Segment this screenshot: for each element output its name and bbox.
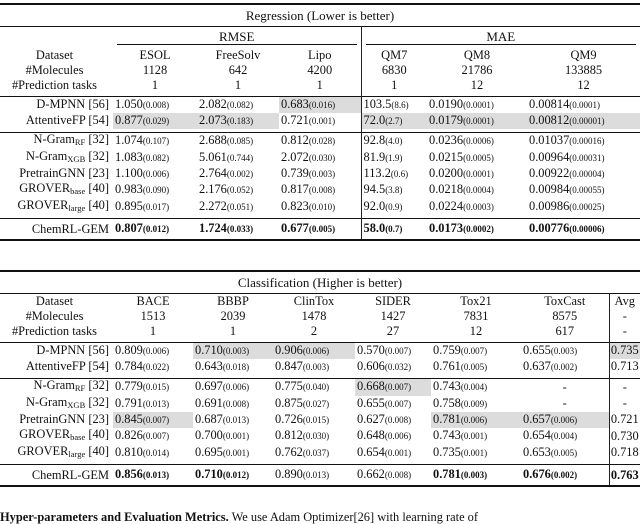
table-row: D-MPNN [56] 1.050(0.008) 2.082(0.082) 0.683(0.016) 103.5(8.6) 0.0190(0.0001) 0.00814(0.0001) — [0, 97, 640, 114]
table-row: N-Gram$_{XGB}$ [32] 0.791(0.013) 0.691(0.008) 0.875(0.027) 0.655(0.007) 0.758(0.009) - - — [0, 396, 640, 413]
dataset-lipo: Lipo — [279, 48, 361, 63]
dataset-bbbp: BBBP — [193, 294, 273, 310]
molecules-label: #Molecules — [25, 309, 84, 323]
mae-group-label: MAE — [366, 30, 637, 45]
molecules-count: 6830 — [381, 63, 407, 77]
tasks-label: #Prediction tasks — [11, 324, 97, 338]
molecules-label: #Molecules — [25, 63, 84, 77]
tasks-count: 12 — [577, 78, 590, 92]
dataset-sider: SIDER — [355, 294, 431, 310]
tasks-label: #Prediction tasks — [11, 78, 97, 92]
model-name: ChemRL-GEM — [0, 465, 113, 487]
dataset-esol: ESOL — [139, 48, 171, 62]
dataset-qm8: QM8 — [463, 48, 491, 62]
model-name: D-MPNN [56] — [0, 343, 113, 360]
table-row: $GROVER_{large}$ [40] 0.810(0.014) 0.695(0.001) 0.762(0.037) 0.654(0.001) 0.735(0.001) 0.653(0.005) 0.718 — [0, 445, 640, 462]
model-name: $GROVER_{large}$ [40] — [17, 444, 109, 459]
model-name: $GROVER_{base}$ [40] — [19, 428, 109, 443]
table-row: AttentiveFP [54] 0.877(0.029) 2.073(0.183) 0.721(0.001) 72.0(2.7) 0.0179(0.0001) 0.00812(0.00001) — [0, 113, 640, 129]
model-name: ChemRL-GEM — [0, 219, 113, 241]
dataset-qm9: QM9 — [570, 48, 597, 62]
dataset-tox21: Tox21 — [431, 294, 521, 310]
dataset-label: Dataset — [35, 48, 74, 62]
classification-caption: Classification (Higher is better) — [0, 271, 640, 294]
model-name: AttentiveFP [54] — [25, 113, 109, 128]
table-row: AttentiveFP [54] 0.784(0.022) 0.643(0.018) 0.847(0.003) 0.606(0.032) 0.761(0.005) 0.637(0.002) 0.713 — [0, 359, 640, 375]
molecules-count: 1128 — [142, 63, 168, 77]
footer-text: We use Adam Optimizer[26] with learning rate of — [228, 510, 478, 524]
model-name: PretrainGNN [23] — [19, 166, 109, 181]
model-name: N-Gram$_{RF}$ [32] — [0, 379, 113, 396]
table-row: $GROVER_{large}$ [40] 0.895(0.017) 2.272(0.051) 0.823(0.010) 92.0(0.9) 0.0224(0.0003) 0.00986(0.00025) — [0, 199, 640, 216]
model-name: AttentiveFP [54] — [25, 359, 109, 374]
table-row: PretrainGNN [23] 1.100(0.006) 2.764(0.002) 0.739(0.003) 113.2(0.6) 0.0200(0.0001) 0.00922(0.00004) — [0, 166, 640, 182]
table-row: N-Gram$_{XGB}$ [32] 1.083(0.082) 5.061(0.744) 2.072(0.030) 81.9(1.9) 0.0215(0.0005) 0.00964(0.00031) — [0, 150, 640, 167]
footer-heading: Hyper-parameters and Evaluation Metrics. — [0, 510, 229, 524]
dataset-freesolv: FreeSolv — [215, 48, 261, 62]
table-row: $GROVER_{base}$ [40] 0.826(0.007) 0.700(0.001) 0.812(0.030) 0.648(0.006) 0.743(0.001) 0.654(0.004) 0.730 — [0, 428, 640, 445]
table-row: PretrainGNN [23] 0.845(0.007) 0.687(0.013) 0.726(0.015) 0.627(0.008) 0.781(0.006) 0.657(0.006) 0.721 — [0, 412, 640, 428]
table-row: N-Gram$_{RF}$ [32] 1.074(0.107) 2.688(0.085) 0.812(0.028) 92.8(4.0) 0.0236(0.0006) 0.01037(0.00016) — [0, 133, 640, 150]
model-name: N-Gram$_{XGB}$ [32] — [26, 395, 109, 410]
table-row: $GROVER_{base}$ [40] 0.983(0.090) 2.176(0.052) 0.817(0.008) 94.5(3.8) 0.0218(0.0004) 0.00984(0.00055) — [0, 182, 640, 199]
model-name: $GROVER_{large}$ [40] — [17, 198, 109, 213]
tasks-count: 1 — [391, 78, 398, 92]
model-name: N-Gram$_{XGB}$ [32] — [26, 149, 109, 164]
tasks-count: 1 — [234, 78, 242, 92]
regression-table — [0, 3, 640, 241]
dataset-qm7: QM7 — [381, 48, 408, 62]
tasks-count: 12 — [470, 78, 484, 92]
table-row: N-Gram$_{RF}$ [32] 0.779(0.015) 0.697(0.006) 0.775(0.040) 0.668(0.007) 0.743(0.004) - - — [0, 379, 640, 396]
dataset-bace: BACE — [113, 294, 193, 310]
model-name: D-MPNN [56] — [0, 97, 113, 114]
molecules-count: 642 — [228, 63, 248, 77]
table-row: D-MPNN [56] 0.809(0.006) 0.710(0.003) 0.906(0.006) 0.570(0.007) 0.759(0.007) 0.655(0.003) 0.735 — [0, 343, 640, 360]
molecules-count: 4200 — [279, 63, 361, 78]
model-name: N-Gram$_{RF}$ [32] — [0, 133, 113, 150]
dataset-label: Dataset — [0, 294, 113, 310]
table-row-chemrl-gem: ChemRL-GEM 0.807(0.012) 1.724(0.033) 0.677(0.005) 58.0(0.7) 0.0173(0.0002) 0.00776(0.00006) — [0, 219, 640, 241]
dataset-clintox: ClinTox — [273, 294, 355, 310]
table-row-chemrl-gem: ChemRL-GEM 0.856(0.013) 0.710(0.012) 0.890(0.013) 0.662(0.008) 0.781(0.003) 0.676(0.002) 0.763 — [0, 465, 640, 487]
tasks-count: 1 — [151, 78, 159, 92]
footer-paragraph — [0, 510, 640, 524]
regression-caption: Regression (Lower is better) — [0, 4, 640, 27]
dataset-avg: Avg — [609, 294, 640, 310]
tasks-count: 1 — [279, 78, 361, 93]
molecules-count: 21786 — [461, 63, 493, 77]
molecules-count: 133885 — [564, 63, 603, 77]
rmse-group-label: RMSE — [117, 30, 357, 45]
model-name: $GROVER_{base}$ [40] — [19, 182, 109, 197]
model-name: PretrainGNN [23] — [19, 412, 109, 427]
classification-table: Classification (Higher is better) Dataset BACE BBBP ClinTox SIDER Tox21 ToxCast Avg #Molecules 1513 2039 1478 1427 7831 8575 - #Prediction tasks 1 1 2 27 12 617 - D-MPNN [56] 0.809(0.006) 0.710(0.003) 0.906(0.006) 0.570(0.007) 0.759(0.007) 0.655(0.003) 0.735 AttentiveFP [54] 0.784(0.022) 0.643(0.018) 0.847(0.003) 0.606(0.032) 0.761(0.005) 0.637(0.002) 0.713 N-Gram$_{RF}$ [32] 0.779(0.015) 0.697(0.006) 0.775(0.040) 0.668(0.007) 0.743(0.004) - - N-Gram$_{XGB}$ [32] 0.791(0.013) 0.691(0.008) 0.875(0.027) 0.655(0.007) 0.758(0.009) - - PretrainGNN [23] 0.845(0.007) 0.687(0.013) 0.726(0.015) 0.627(0.008) 0.781(0.006) 0.657(0.006) 0.721 $GROVER_{base}$ [40] 0.826(0.007) 0.700(0.001) 0.812(0.030) 0.648(0.006) 0.743(0.001) 0.654(0.004) 0.730 $GROVER_{large}$ [40] 0.810(0.014) 0.695(0.001) 0.762(0.037) 0.654(0.001) 0.735(0.001) 0.653(0.005) 0.718 ChemRL-GEM 0.856(0.013) 0.710(0.012) 0.890(0.013) 0.662(0.008) 0.781(0.003) 0.676(0.002) 0.763 — [0, 270, 640, 487]
dataset-toxcast: ToxCast — [521, 294, 609, 310]
